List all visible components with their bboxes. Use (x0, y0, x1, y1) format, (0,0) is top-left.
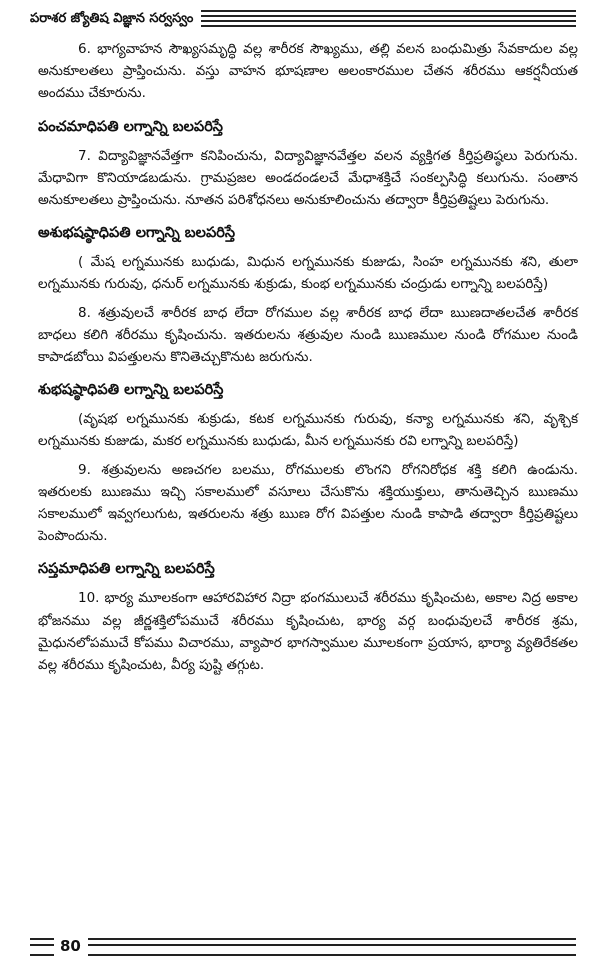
paragraph-7: 7. విద్యావిజ్ఞానవేత్తగా కనిపించును, విద్యావిజ్ఞానవేత్తల వలన వ్యక్తిగత కీర్తిప్రతిష్ఠలు పెరుగును. మేధావిగా కొనియాడబడును. గ్రామప్రజల అండదండలచే మేధాశక్తిచే సంకల్పసిద్ధి కలుగును. సంతాన అనుకూలతలు ప్రాప్తించును. నూతన పరిశోధనలు అనుకూలించును తద్వారా కీర్తిప్రతిష్టలు పెరుగును. (38, 147, 578, 209)
heading-panchamadhipati: పంచమాధిపతి లగ్నాన్ని బలపరిస్తే (38, 118, 223, 135)
page-number: 80 (60, 937, 81, 955)
running-header (30, 8, 576, 30)
paragraph-10: 10. భార్య మూలకంగా ఆహారవిహార నిద్రా భంగములుచే శరీరము కృషించుట, అకాల నిద్ర అకాల భోజనము వల్ల జీర్ణశక్తిలోపముచే శరీరము కృషించుట, భార్య వర్గ బంధువులచే శారీరక శ్రమ, మైధునలోపముచే కోపము విచారము, వ్యాపార భాగస్వాముల మూలకంగా ప్రయాస, భార్యా వ్యతిరేకతల వల్ల శరీరము కృషించుట, వీర్య పుష్టి తగ్గుట. (38, 590, 578, 674)
page-footer (30, 934, 576, 958)
note-ashubha-lagnas: ( మేష లగ్నమునకు బుధుడు, మిధున లగ్నమునకు కుజుడు, సింహ లగ్నమునకు శని, తులా లగ్నమునకు గురువు, ధనుర్ లగ్నమునకు శుక్రుడు, కుంభ లగ్నమునకు చంద్రుడు లగ్నాన్ని బలపరిస్తే) (38, 254, 578, 293)
note-shubha-lagnas: (వృషభ లగ్నమునకు శుక్రుడు, కటక లగ్నమునకు గురువు, కన్యా లగ్నమునకు శని, వృశ్చిక లగ్నమునకు కుజుడు, మకర లగ్నమునకు బుధుడు, మీన లగ్నమునకు రవి లగ్నాన్ని బలపరిస్తే) (38, 411, 578, 450)
heading-saptamadhipati: సప్తమాధిపతి లగ్నాన్ని బలపరిస్తే (38, 561, 215, 578)
heading-shubha-shashtadhipati: శుభషష్ఠాధిపతి లగ్నాన్ని బలపరిస్తే (38, 382, 224, 399)
header-title: పరాశర జ్యోతిష విజ్ఞాన సర్వస్వం (30, 8, 201, 30)
footer-rules-right (88, 938, 576, 956)
paragraph-6: 6. భాగ్యవాహన సౌఖ్యసమృద్ధి వల్ల శారీరక సౌఖ్యము, తల్లి వలన బంధుమిత్రు సేవకాదుల వల్ల అనుకూలతలు ప్రాప్తించును. వస్తు వాహన భూషణాల అలంకారముల చేతన శరీరము ఆకర్షనీయత అందము చేకూరును. (38, 41, 578, 102)
heading-ashubha-shashtadhipati: అశుభషష్ఠాధిపతి లగ్నాన్ని బలపరిస్తే (38, 225, 236, 242)
paragraph-9: 9. శత్రువులను అణచగల బలము, రోగములకు లొంగని రోగనిరోధక శక్తి కలిగి ఉండును. ఇతరులకు ఋణము ఇచ్చి సకాలములో వసూలు చేసుకొను శక్తియుక్తులు, తానుతెచ్చిన ఋణము సకాలములో ఇవ్వగలుగుట, ఇతరులను శత్రు ఋణ రోగ విపత్తుల నుండి కాపాడి తద్వారా కీర్తిప్రతిష్టలు పెంపొందును. (38, 461, 578, 545)
footer-rules-left (30, 938, 54, 956)
page-content (38, 38, 578, 682)
paragraph-8: 8. శత్రువులచే శారీరక బాధ లేదా రోగముల వల్ల శారీరక బాధ లేదా ఋణదాతలచేత శారీరక బాధలు కలిగి శరీరము కృషించును. ఇతరులను శత్రువుల నుండి ఋణముల నుండి రోగముల నుండి కాపాడబోయి విపత్తులను కొనితెచ్చుకొనుట జరుగును. (38, 304, 578, 366)
